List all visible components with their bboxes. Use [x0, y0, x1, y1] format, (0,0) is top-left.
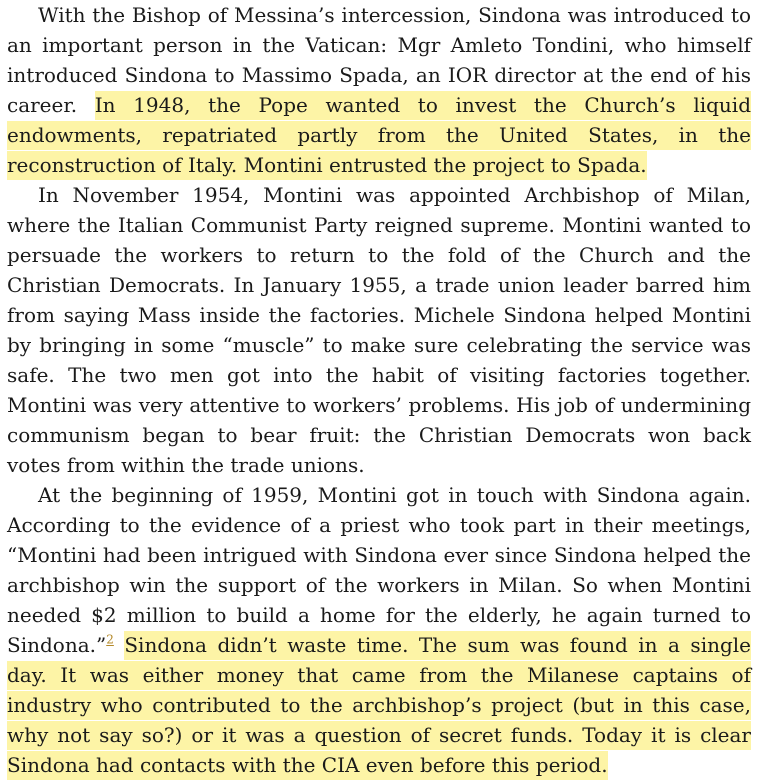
- text-segment: [114, 633, 124, 657]
- paragraph: [7, 180, 751, 480]
- text-segment: In November 1954, Montini was appointed Archbishop of Milan, where the Italian Communist Party reigned supreme. Montini wanted to persuade the workers to return to the fold of the Church and the Christian Democrats. In January 1955, a trade union leader barred him from saying Mass inside the factories. Michele Sindona helped Montini by bringing in some “muscle” to make sure celebrating the service was safe. The two men got into the habit of visiting factories together. Montini was very attentive to workers’ problems. His job of undermining communism began to bear fruit: the Christian Democrats won back votes from within the trade unions.: [7, 183, 751, 477]
- footnote-reference-link[interactable]: 2: [106, 632, 114, 647]
- highlighted-text[interactable]: Sindona didn’t waste time. The sum was found in a single day. It was either money that came from the Milanese captains of industry who contributed to the archbishop’s project (but in this case, why not say so?) or it was a question of secret funds. Today it is clear Sindona had contacts with the CIA even before this period.: [7, 631, 751, 780]
- paragraph: [7, 480, 751, 780]
- text-segment: At the beginning of 1959, Montini got in touch with Sindona again. According to the evidence of a priest who took part in their meetings, “Montini had been intrigued with Sindona ever since Sindona helped the archbishop win the support of the workers in Milan. So when Montini needed $2 million to build a home for the elderly, he again turned to Sindona.”: [7, 483, 751, 657]
- text-segment: With the Bishop of Messina’s intercession, Sindona was introduced to an important person in the Vatican: Mgr Amleto Tondini, who himself introduced Sindona to Massimo Spada, an IOR director at the end of his career.: [7, 3, 751, 117]
- paragraph: [7, 0, 751, 180]
- highlighted-text[interactable]: In 1948, the Pope wanted to invest the Church’s liquid endowments, repatriated partly from the United States, in the reconstruction of Italy. Montini entrusted the project to Spada.: [7, 91, 751, 180]
